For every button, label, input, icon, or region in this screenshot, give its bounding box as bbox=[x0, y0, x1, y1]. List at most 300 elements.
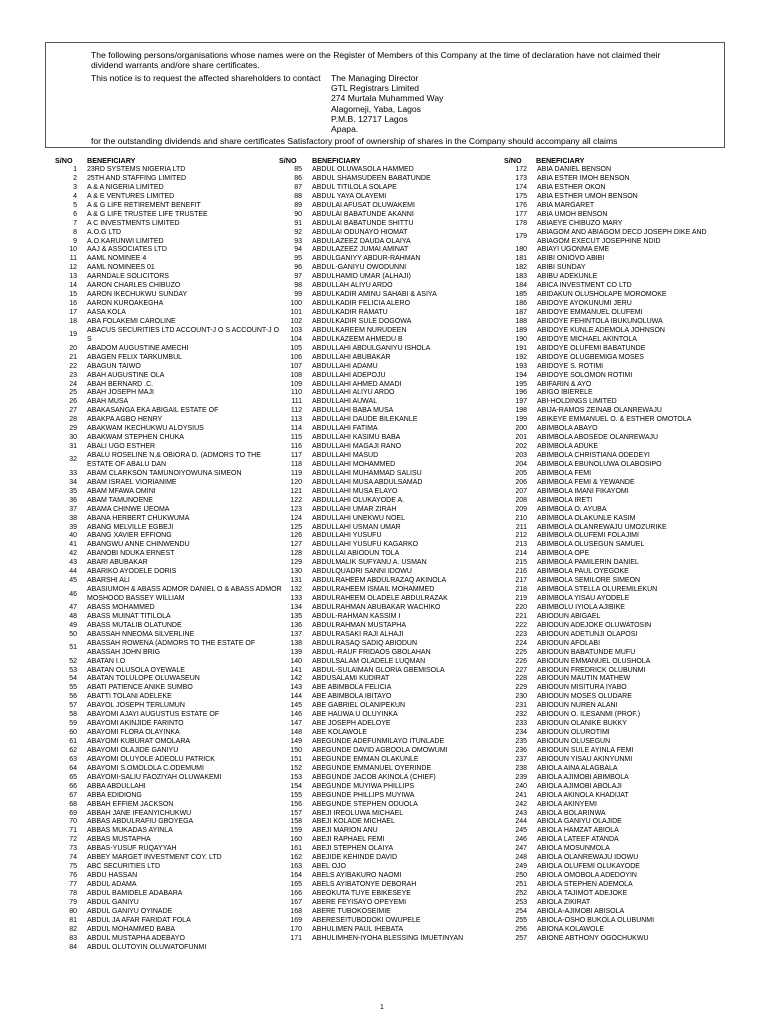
beneficiary-name: ABDUL-RAHMAN KASSIM I bbox=[312, 612, 401, 620]
beneficiary-name: ABIDOYE KUNLE ADEMOLA JOHNSON bbox=[537, 326, 665, 334]
beneficiary-name: ABIMBOLA OLUSEGUN SAMUEL bbox=[537, 541, 645, 549]
serial-number: 171 bbox=[290, 934, 302, 942]
beneficiary-name: ABDULLAHI KASIMU BABA bbox=[312, 434, 401, 442]
beneficiary-name: ABIODUN BABATUNDE MUFU bbox=[537, 648, 636, 656]
serial-number: 17 bbox=[69, 309, 77, 316]
beneficiary-name: ABIODUN OLUSEGUN bbox=[537, 738, 611, 745]
serial-number: 167 bbox=[290, 898, 302, 906]
serial-number: 87 bbox=[294, 183, 302, 191]
serial-number: 128 bbox=[290, 550, 302, 558]
serial-number: 217 bbox=[515, 577, 527, 585]
serial-number: 183 bbox=[515, 273, 527, 281]
serial-number: 96 bbox=[294, 264, 302, 272]
serial-number: 160 bbox=[290, 836, 302, 844]
serial-number: 20 bbox=[69, 344, 77, 352]
serial-number: 165 bbox=[290, 881, 302, 888]
beneficiary-name: ABIMBOLA OLANREWAJU UMOZURIKE bbox=[537, 523, 667, 531]
serial-number: 239 bbox=[515, 773, 527, 781]
serial-number: 190 bbox=[515, 335, 527, 343]
serial-number: 226 bbox=[515, 657, 527, 665]
beneficiary-name: ABDUL BAMIDELE ADABARA bbox=[87, 889, 183, 897]
serial-number: 216 bbox=[515, 568, 527, 576]
beneficiary-name: ABATAN OLUSOLA OYEWALE bbox=[87, 666, 185, 674]
serial-number: 114 bbox=[290, 425, 302, 433]
serial-number: 124 bbox=[290, 514, 302, 522]
serial-number: 73 bbox=[69, 845, 77, 853]
beneficiary-name: ABIODUN EMMANUEL OLUSHOLA bbox=[537, 657, 651, 665]
serial-number: 242 bbox=[515, 800, 527, 808]
serial-number: 76 bbox=[69, 872, 77, 880]
serial-number: 245 bbox=[515, 827, 527, 835]
serial-number: 107 bbox=[290, 362, 302, 370]
serial-number: 130 bbox=[290, 568, 302, 576]
address-line: P.M.B. 12717 Lagos bbox=[331, 113, 408, 124]
beneficiary-name: ABDULHAMID UMAR (ALHAJI) bbox=[312, 273, 411, 281]
beneficiary-name: ABIA ESTER IMOH BENSON bbox=[537, 174, 630, 182]
serial-number: 211 bbox=[515, 523, 527, 531]
serial-number: 33 bbox=[69, 469, 77, 477]
serial-number: 80 bbox=[69, 907, 77, 915]
beneficiary-name: ABAH BERNARD .C. bbox=[87, 380, 154, 388]
beneficiary-name: ABDULRAHEEM ABDULRAZAQ AKINOLA bbox=[312, 577, 447, 585]
beneficiary-name: ABAYOMI FLORA OLAYINKA bbox=[87, 729, 180, 737]
serial-number: 254 bbox=[515, 907, 527, 915]
serial-number: 152 bbox=[290, 764, 302, 772]
beneficiary-name: ABDUL SHAMSUDEEN BABATUNDE bbox=[312, 174, 431, 182]
beneficiary-name: ABIFARIN & AYO bbox=[537, 380, 592, 388]
beneficiary-name: ABEJI RAPHAEL FEMI bbox=[312, 836, 385, 844]
serial-number: 176 bbox=[515, 201, 527, 209]
beneficiary-name: ABIDOYE SOLOMON ROTIMI bbox=[537, 371, 633, 379]
serial-number: 88 bbox=[294, 192, 302, 200]
beneficiary-name: ABAYOL JOSEPH TERLUMUN bbox=[87, 702, 185, 710]
beneficiary-name: ABIDOYE OLUGBEMIGA MOSES bbox=[537, 353, 644, 361]
serial-number: 93 bbox=[294, 237, 302, 245]
serial-number: 249 bbox=[515, 863, 527, 871]
beneficiary-name: ABEJI KOLADE MICHAEL bbox=[312, 818, 395, 826]
serial-number: 179 bbox=[515, 233, 527, 241]
address-line: Apapa. bbox=[331, 123, 359, 134]
serial-number: 246 bbox=[515, 836, 527, 844]
serial-number: 147 bbox=[290, 720, 302, 728]
beneficiary-name: ABIOLA AJIMOBI ABIMBOLA bbox=[537, 773, 629, 781]
serial-number: 251 bbox=[515, 881, 527, 888]
serial-number: 78 bbox=[69, 889, 77, 897]
serial-number: 193 bbox=[515, 362, 527, 370]
beneficiary-name: ABDULKADIR RAMATU bbox=[312, 309, 388, 316]
beneficiary-name: ABDULLAHI AHMED AMADI bbox=[312, 380, 402, 388]
beneficiary-name: ABDULLAHI YUSUFU KAGARKO bbox=[312, 541, 419, 549]
serial-number: 68 bbox=[69, 800, 77, 808]
beneficiary-name: ABIMBOLA EBUNOLUWA OLABOSIPO bbox=[537, 460, 662, 468]
serial-number: 219 bbox=[515, 595, 527, 602]
beneficiary-name: ABASSAH NNEOMA SILVERLINE bbox=[87, 630, 195, 638]
serial-number: 47 bbox=[69, 603, 77, 611]
serial-number: 97 bbox=[294, 273, 302, 281]
registrar-address bbox=[331, 73, 443, 134]
serial-number: 32 bbox=[69, 456, 77, 464]
beneficiary-name: ABASS MUTALIB OLATUNDE bbox=[87, 621, 182, 629]
serial-number: 98 bbox=[294, 282, 302, 290]
serial-number: 221 bbox=[515, 612, 527, 620]
serial-number: 75 bbox=[69, 863, 77, 871]
serial-number: 136 bbox=[290, 621, 302, 629]
beneficiary-name: ABEGUNDE JACOB AKINOLA (CHIEF) bbox=[312, 773, 436, 781]
beneficiary-name: ABIKEYE EMMANUEL O. & ESTHER OMOTOLA bbox=[537, 416, 692, 424]
beneficiary-name: ABATAN I.O bbox=[87, 657, 126, 665]
serial-number: 125 bbox=[290, 523, 302, 531]
beneficiary-name: ABAYOMI S.OMOLOLA C.ODEMUMI bbox=[87, 764, 204, 772]
beneficiary-name: ABIMBOLA ABAYO bbox=[537, 425, 598, 433]
beneficiary-name: ABANG XAVIER EFFIONG bbox=[87, 532, 172, 540]
serial-number: 140 bbox=[290, 657, 302, 665]
beneficiary-name: ABIODUN MAUTIN MATHEW bbox=[537, 675, 631, 683]
beneficiary-name: ABDUL GANIYU bbox=[87, 898, 139, 906]
address-line: The Managing Director bbox=[331, 73, 419, 83]
serial-number: 146 bbox=[290, 711, 302, 719]
beneficiary-name: ABDULLAHI BABA MUSA bbox=[312, 407, 394, 415]
serial-number: 86 bbox=[294, 174, 302, 182]
serial-number: 23 bbox=[69, 371, 77, 379]
serial-number: 235 bbox=[515, 738, 527, 745]
beneficiary-name: ABEJI STEPHEN OLAIYA bbox=[312, 845, 394, 853]
beneficiary-name: ABDULKAZEEM AHMEDU B bbox=[312, 335, 403, 343]
beneficiary-name: ABASSAH ROWENA (ADMORS TO THE ESTATE OF ABASSAH JOHN BRIG bbox=[87, 639, 256, 656]
beneficiary-name: ABDULRASAQ SADIQ ABIODUN bbox=[312, 639, 418, 647]
beneficiary-name: ABIMBOLA ADUKE bbox=[537, 443, 599, 451]
beneficiary-name: ABIA ESTHER OKON bbox=[537, 183, 606, 191]
beneficiary-name: ABDULRAHEEM ISMAIL MOHAMMED bbox=[312, 586, 435, 594]
serial-number: 197 bbox=[515, 398, 527, 406]
beneficiary-name: ABEJIDE KEHINDE DAVID bbox=[312, 854, 398, 862]
beneficiary-name: ABIMBOLA ABOSEDE OLANREWAJU bbox=[537, 434, 659, 442]
serial-number: 100 bbox=[290, 300, 302, 308]
serial-number: 134 bbox=[290, 603, 302, 611]
serial-number: 191 bbox=[515, 344, 527, 352]
serial-number: 105 bbox=[290, 344, 302, 352]
beneficiary-name: ABDULLAHI USMAN UMAR bbox=[312, 523, 401, 531]
beneficiary-name: ABI-HOLDINGS LIMITED bbox=[537, 398, 617, 406]
beneficiary-name: ABIMBOLA OLUFEMI FOLAJIMI bbox=[537, 532, 639, 540]
serial-number: 104 bbox=[290, 335, 302, 343]
beneficiary-name: ABIONE ABTHONY OGOCHUKWU bbox=[537, 934, 649, 942]
serial-number: 126 bbox=[290, 532, 302, 540]
beneficiary-name: ABIMBOLA O. AYUBA bbox=[537, 505, 607, 513]
serial-number: 184 bbox=[515, 282, 527, 290]
serial-number: 145 bbox=[290, 702, 302, 710]
beneficiary-name: ABDULLAHI AUWAL bbox=[312, 398, 378, 406]
sno-header: S/NO bbox=[55, 156, 73, 165]
beneficiary-name: ABAM ISRAEL VIORIANIME bbox=[87, 478, 177, 486]
serial-number: 202 bbox=[515, 443, 527, 451]
serial-number: 59 bbox=[69, 720, 77, 728]
serial-number: 113 bbox=[290, 416, 302, 424]
serial-number: 250 bbox=[515, 872, 527, 880]
serial-number: 156 bbox=[290, 800, 302, 808]
serial-number: 223 bbox=[515, 630, 527, 638]
serial-number: 133 bbox=[290, 595, 302, 602]
beneficiary-name: ABIDOYE FEHINTOLA IBUKUNOLUWA bbox=[537, 317, 663, 325]
serial-number: 212 bbox=[515, 532, 527, 540]
beneficiary-name: ABIMBOLA PAUL OYEGOKE bbox=[537, 568, 629, 576]
serial-number: 92 bbox=[294, 228, 302, 236]
serial-number: 18 bbox=[69, 317, 77, 325]
serial-number: 109 bbox=[290, 380, 302, 388]
beneficiary-name: ABIODUN AFOLABI bbox=[537, 639, 601, 647]
beneficiary-name: ABE JOSEPH ADELOYE bbox=[312, 720, 391, 728]
serial-number: 3 bbox=[73, 183, 77, 191]
beneficiary-name: ABDULRAHMAN MUSTAPHA bbox=[312, 621, 406, 629]
beneficiary-name: ABIAEYE CHIBUZO MARY bbox=[537, 219, 623, 227]
serial-number: 227 bbox=[515, 666, 527, 674]
serial-number: 148 bbox=[290, 729, 302, 737]
serial-number: 225 bbox=[515, 648, 527, 656]
serial-number: 9 bbox=[73, 237, 77, 245]
serial-number: 6 bbox=[73, 210, 77, 218]
serial-number: 120 bbox=[290, 478, 302, 486]
beneficiary-name: ABBAS MUSTAPHA bbox=[87, 836, 151, 844]
serial-number: 240 bbox=[515, 782, 527, 790]
serial-number: 5 bbox=[73, 201, 77, 209]
beneficiary-name: ABAYOMI KUBURAT OMOLARA bbox=[87, 738, 191, 745]
beneficiary-name: ABIJA-RAMOS ZEINAB OLANREWAJU bbox=[537, 407, 662, 415]
beneficiary-name: ABATTI TOLANI ADELEKE bbox=[87, 693, 172, 701]
serial-number: 180 bbox=[515, 246, 527, 254]
serial-number: 77 bbox=[69, 881, 77, 888]
serial-number: 66 bbox=[69, 782, 77, 790]
beneficiary-name: ABEL OJO bbox=[312, 863, 346, 871]
serial-number: 204 bbox=[515, 460, 527, 468]
beneficiary-name: ABARIKO AYODELE DORIS bbox=[87, 568, 177, 576]
serial-number: 55 bbox=[69, 684, 77, 692]
beneficiary-name: ABIA DANIEL BENSON bbox=[537, 166, 612, 173]
beneficiary-name: ABDUL OLUWASOLA HAMMED bbox=[312, 166, 414, 173]
beneficiary-name: ABA FOLAKEMI CAROLINE bbox=[87, 317, 176, 325]
serial-number: 201 bbox=[515, 434, 527, 442]
beneficiary-name: ABDULLAI ABIODUN TOLA bbox=[312, 550, 400, 558]
beneficiary-name: ABDULLAHI ALIYU ARDO bbox=[312, 389, 395, 397]
serial-number: 50 bbox=[69, 630, 77, 638]
beneficiary-name: ABAGUN TAIWO bbox=[87, 362, 141, 370]
serial-number: 111 bbox=[291, 398, 302, 406]
serial-number: 220 bbox=[515, 603, 527, 611]
beneficiary-name: ABIMBOLA OLAKUNLE KASIM bbox=[537, 514, 636, 522]
beneficiary-name: ABDUL-SULAIMAN GLORIA GBEMISOLA bbox=[312, 666, 445, 674]
beneficiary-name: ABDULSALAM OLADELE LUQMAN bbox=[312, 657, 426, 665]
serial-number: 189 bbox=[515, 326, 527, 334]
beneficiary-name: A & G LIFE TRUSTEE LIFE TRUSTEE bbox=[87, 210, 208, 218]
serial-number: 150 bbox=[290, 746, 302, 754]
beneficiary-name: ABDUL GANIYU OYINADE bbox=[87, 907, 173, 915]
serial-number: 169 bbox=[290, 916, 302, 924]
beneficiary-name: ABDUL MOHAMMED BABA bbox=[87, 925, 176, 933]
beneficiary-name: ABIODUN ADETUNJI OLAPOSI bbox=[537, 630, 638, 638]
beneficiary-name: ABDULAI AFUSAT OLUWAKEMI bbox=[312, 201, 415, 209]
beneficiary-name: ABANG MELVILLE EGBEJI bbox=[87, 523, 174, 531]
serial-number: 119 bbox=[290, 469, 302, 477]
serial-number: 44 bbox=[69, 568, 77, 576]
serial-number: 232 bbox=[515, 711, 527, 719]
beneficiary-header: BENEFICIARY bbox=[536, 156, 585, 165]
beneficiary-name: ABIDOYE EMMANUEL OLUFEMI bbox=[537, 309, 643, 316]
page-number: 1 bbox=[380, 1004, 384, 1011]
beneficiary-name: ABAH JOSEPH MAJI bbox=[87, 389, 154, 397]
sno-header: S/NO bbox=[279, 156, 297, 165]
serial-number: 206 bbox=[515, 478, 527, 486]
beneficiary-name: ABAYOMI OLAJIDE GANIYU bbox=[87, 746, 179, 754]
beneficiary-name: ABEOKUTA TUYE EBIKESEYE bbox=[312, 889, 411, 897]
beneficiary-name: ABIMBOLA IRETI bbox=[537, 496, 593, 504]
beneficiary-name: AARNDALE SOLICITORS bbox=[87, 273, 169, 281]
serial-number: 195 bbox=[515, 380, 527, 388]
serial-number: 89 bbox=[294, 201, 302, 209]
beneficiary-name: ABIOLA OMOBOLA ADEDOYIN bbox=[537, 872, 637, 880]
serial-number: 229 bbox=[515, 684, 527, 692]
beneficiary-name: ABAH MUSA bbox=[87, 398, 129, 406]
serial-number: 170 bbox=[290, 925, 302, 933]
serial-number: 29 bbox=[69, 425, 77, 433]
serial-number: 248 bbox=[515, 854, 527, 862]
serial-number: 149 bbox=[290, 738, 302, 745]
beneficiary-name: 25TH AND STAFFING LIMITED bbox=[87, 174, 187, 182]
beneficiary-name: ABIMBOLA OPE bbox=[537, 550, 590, 558]
beneficiary-name: ABDULLAHI ADEPOJU bbox=[312, 371, 386, 379]
beneficiary-name: A & G LIFE RETIREMENT BENEFIT bbox=[87, 201, 201, 209]
serial-number: 116 bbox=[290, 443, 302, 451]
beneficiary-name: ABHULIMHEN-IYOHA BLESSING IMUETINYAN bbox=[312, 934, 464, 942]
serial-number: 41 bbox=[69, 541, 77, 549]
beneficiary-name: AAML NOMINEE 4 bbox=[87, 255, 147, 263]
notice-request: This notice is to request the affected shareholders to contact bbox=[91, 73, 321, 83]
beneficiary-name: ABDUL TITILOLA SOLAPE bbox=[312, 183, 397, 191]
serial-number: 14 bbox=[69, 282, 77, 290]
beneficiary-name: ABALI UGO ESTHER bbox=[87, 443, 156, 451]
beneficiary-name: ABDUL ADAMA bbox=[87, 881, 137, 888]
beneficiary-name: ABIOLA AKINYEMI bbox=[537, 800, 597, 808]
beneficiary-name: ABDULLAHI MASUD bbox=[312, 452, 379, 459]
serial-number: 213 bbox=[515, 541, 527, 549]
serial-number: 129 bbox=[290, 559, 302, 567]
serial-number: 173 bbox=[515, 174, 527, 182]
serial-number: 207 bbox=[515, 487, 527, 495]
beneficiary-name: ABIOLA OLUFEMI OLUKAYODE bbox=[537, 863, 640, 871]
serial-number: 13 bbox=[69, 273, 77, 281]
serial-number: 200 bbox=[515, 425, 527, 433]
beneficiary-name: ABIBU ADEKUNLE bbox=[537, 273, 598, 281]
serial-number: 234 bbox=[515, 729, 527, 737]
serial-number: 139 bbox=[290, 648, 302, 656]
beneficiary-name: ABHULIMEN PAUL IHEBATA bbox=[312, 925, 404, 933]
beneficiary-name: ABEGUNDE MUYIWA PHILLIPS bbox=[312, 782, 415, 790]
beneficiary-name: ABIODUN YISAU AKINYUNMI bbox=[537, 755, 633, 763]
beneficiary-name: ABDULLAHI ABDULGANIYU ISHOLA bbox=[312, 344, 431, 352]
serial-number: 135 bbox=[290, 612, 302, 620]
beneficiary-name: ABIA MARGARET bbox=[537, 201, 595, 209]
serial-number: 4 bbox=[73, 192, 77, 200]
beneficiary-name: ABERE TUBOKOSEIMIE bbox=[312, 907, 391, 915]
serial-number: 153 bbox=[290, 773, 302, 781]
serial-number: 19 bbox=[69, 331, 77, 339]
serial-number: 182 bbox=[515, 264, 527, 272]
serial-number: 178 bbox=[515, 219, 527, 227]
beneficiary-name: ABDU HASSAN bbox=[87, 872, 138, 880]
beneficiary-name: ABEGUNDE EMMANUEL OYERINDE bbox=[312, 764, 432, 772]
serial-number: 237 bbox=[515, 755, 527, 763]
beneficiary-name: ABDULRAHEEM OLADELE ABDULRAZAK bbox=[312, 595, 448, 602]
serial-number: 69 bbox=[69, 809, 77, 817]
beneficiary-name: ABIOLA-OSHO BUKOLA OLUBUNMI bbox=[537, 916, 655, 924]
beneficiary-name: ABDULLAHI DAUDE BILEKANLE bbox=[312, 416, 418, 424]
serial-number: 138 bbox=[290, 639, 302, 647]
serial-number: 57 bbox=[69, 702, 77, 710]
beneficiary-name: ABASS MUINAT TITILOLA bbox=[87, 612, 171, 620]
serial-number: 175 bbox=[515, 192, 527, 200]
beneficiary-name: ABEGUNDE STEPHEN ODUOLA bbox=[312, 800, 418, 808]
serial-number: 154 bbox=[290, 782, 302, 790]
serial-number: 143 bbox=[290, 684, 302, 692]
beneficiary-name: ABDULLAHI OLUKAYODE A. bbox=[312, 496, 405, 504]
beneficiary-name: ABDULLAH ALIYU ARDO bbox=[312, 282, 393, 290]
beneficiary-header: BENEFICIARY bbox=[312, 156, 361, 165]
serial-number: 172 bbox=[515, 166, 527, 173]
beneficiary-name: ABAM MFAWA OMINI bbox=[87, 487, 156, 495]
serial-number: 158 bbox=[290, 818, 302, 826]
serial-number: 238 bbox=[515, 764, 527, 772]
serial-number: 127 bbox=[290, 541, 302, 549]
serial-number: 117 bbox=[290, 452, 302, 459]
serial-number: 26 bbox=[69, 398, 77, 406]
beneficiary-name: ABBA EDIDIONG bbox=[87, 791, 142, 799]
serial-number: 230 bbox=[515, 693, 527, 701]
serial-number: 137 bbox=[290, 630, 302, 638]
serial-number: 91 bbox=[294, 219, 302, 227]
beneficiary-name: ABDUSALAMI KUDIRAT bbox=[312, 675, 390, 683]
beneficiary-name: ABE KOLAWOLE bbox=[312, 729, 367, 737]
beneficiary-name: ABIDOYE OLUFEMI BABATUNDE bbox=[537, 344, 646, 352]
serial-number: 122 bbox=[290, 496, 302, 504]
serial-number: 253 bbox=[515, 898, 527, 906]
serial-number: 12 bbox=[69, 264, 77, 272]
beneficiary-name: ABE HAUWA U OLUYINKA bbox=[312, 711, 398, 719]
serial-number: 241 bbox=[515, 791, 527, 799]
serial-number: 84 bbox=[69, 943, 77, 951]
serial-number: 115 bbox=[290, 434, 302, 442]
beneficiary-name: AARON CHARLES CHIBUZO bbox=[87, 282, 181, 290]
serial-number: 224 bbox=[515, 639, 527, 647]
sno-header: S/NO bbox=[504, 156, 522, 165]
beneficiary-name: ABIOLA-AJIMOBI ABISOLA bbox=[537, 907, 625, 915]
beneficiary-name: ABIBI ONIOVO ABIBI bbox=[537, 255, 605, 263]
beneficiary-name: ABASS MOHAMMED bbox=[87, 603, 155, 611]
beneficiary-name: ABDULKADIR AMINU SAHABI & ASIYA bbox=[312, 291, 437, 299]
beneficiary-name: ABIODUN MISITURA IYABO bbox=[537, 684, 627, 692]
beneficiary-name: ABIDOYE MICHAEL AKINTOLA bbox=[537, 335, 637, 343]
beneficiary-name: ABIOLA GANIYU OLAJIDE bbox=[537, 818, 622, 826]
serial-number: 199 bbox=[515, 416, 527, 424]
serial-number: 118 bbox=[290, 460, 302, 468]
serial-number: 256 bbox=[515, 925, 527, 933]
beneficiary-name: ABDULAI BABATUNDE AKANNI bbox=[312, 210, 414, 218]
serial-number: 40 bbox=[69, 532, 77, 540]
serial-number: 39 bbox=[69, 523, 77, 531]
serial-number: 209 bbox=[515, 505, 527, 513]
beneficiary-name: ABDULLAHI MAGAJI RANO bbox=[312, 443, 402, 451]
serial-number: 74 bbox=[69, 854, 77, 862]
notice-box bbox=[45, 42, 725, 148]
beneficiary-name: A & A NIGERIA LIMITED bbox=[87, 183, 164, 191]
beneficiary-name: ABAKASANGA EKA ABIGAIL ESTATE OF bbox=[87, 407, 219, 415]
beneficiary-name: ABIODUN OLUROTIMI bbox=[537, 729, 610, 737]
